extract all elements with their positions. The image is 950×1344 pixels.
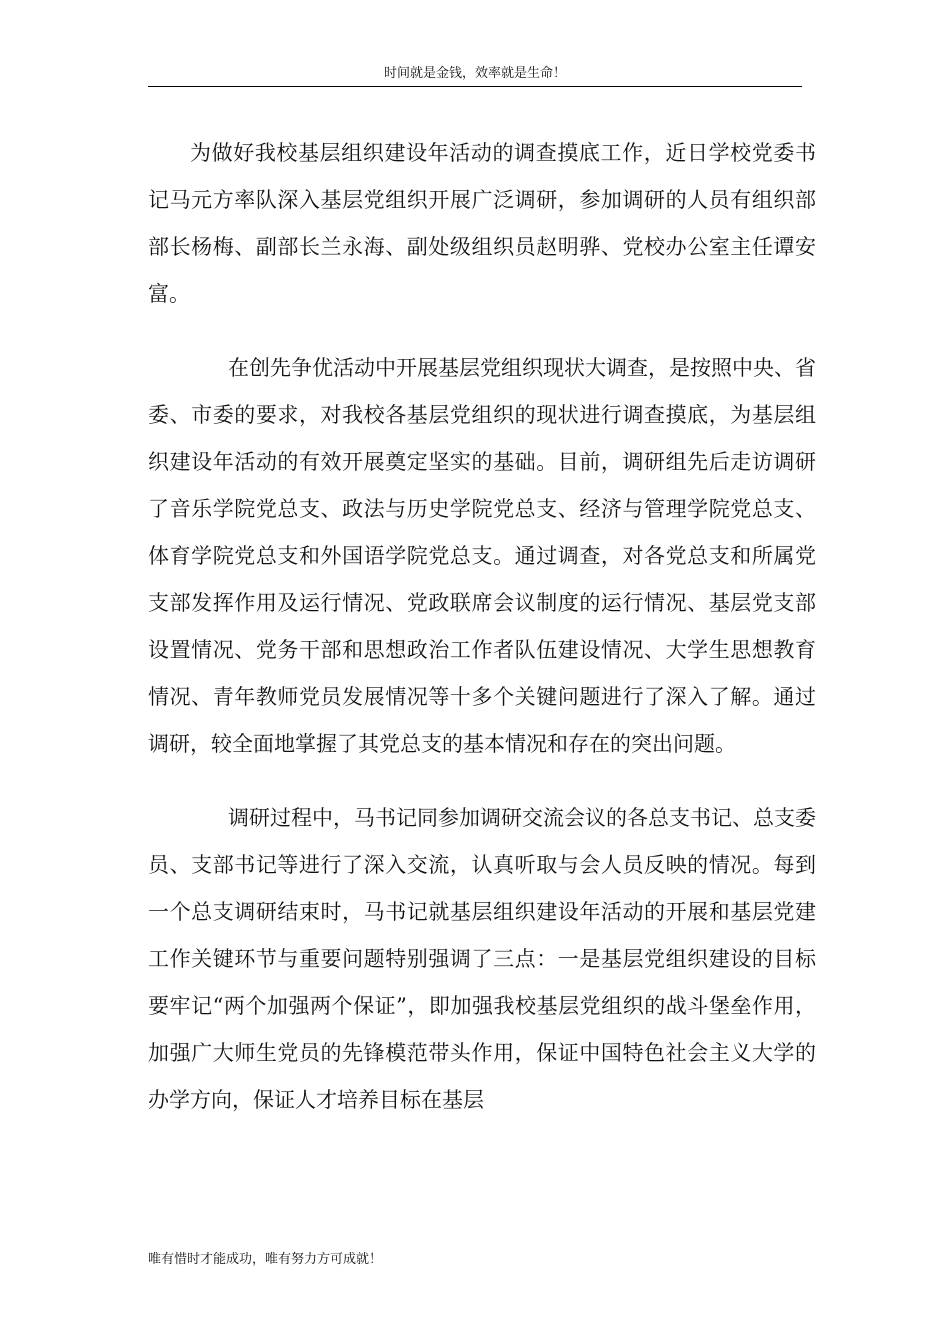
paragraph-2: 在创先争优活动中开展基层党组织现状大调查，是按照中央、省委、市委的要求，对我校各基层党组织的现状进行调查摸底，为基层组织建设年活动的有效开展奠定坚实的基础。目前，调研组先后走访调研了音乐学院党总支、政法与历史学院党总支、经济与管理学院党总支、体育学院党总支和外国语学院党总支。通过调查，对各党总支和所属党支部发挥作用及运行情况、党政联席会议制度的运行情况、基层党支部设置情况、党务干部和思想政治工作者队伍建设情况、大学生思想教育情况、青年教师党员发展情况等十多个关键问题进行了深入了解。通过调研，较全面地掌握了其党总支的基本情况和存在的突出问题。	[148, 356, 816, 756]
page-header: 时间就是金钱，效率就是生命！	[383, 66, 566, 81]
paragraph-3: 调研过程中，马书记同参加调研交流会议的各总支书记、总支委员、支部书记等进行了深入交流，认真听取与会人员反映的情况。每到一个总支调研结束时，马书记就基层组织建设年活动的开展和基层党建工作关键环节与重要问题特别强调了三点：一是基层党组织建设的目标要牢记“两个加强两个保证”，即加强我校基层党组织的战斗堡垒作用，加强广大师生党员的先锋模范带头作用，保证中国特色社会主义大学的办学方向，保证人才培养目标在基层	[148, 806, 816, 1112]
header-divider	[148, 86, 802, 87]
document-body	[148, 130, 816, 1124]
page-footer: 唯有惜时才能成功，唯有努力方可成就！	[148, 1252, 383, 1267]
paragraph-1: 为做好我校基层组织建设年活动的调查摸底工作，近日学校党委书记马元方率队深入基层党组织开展广泛调研，参加调研的人员有组织部部长杨梅、副部长兰永海、副处级组织员赵明骅、党校办公室主任谭安富。	[148, 141, 816, 306]
